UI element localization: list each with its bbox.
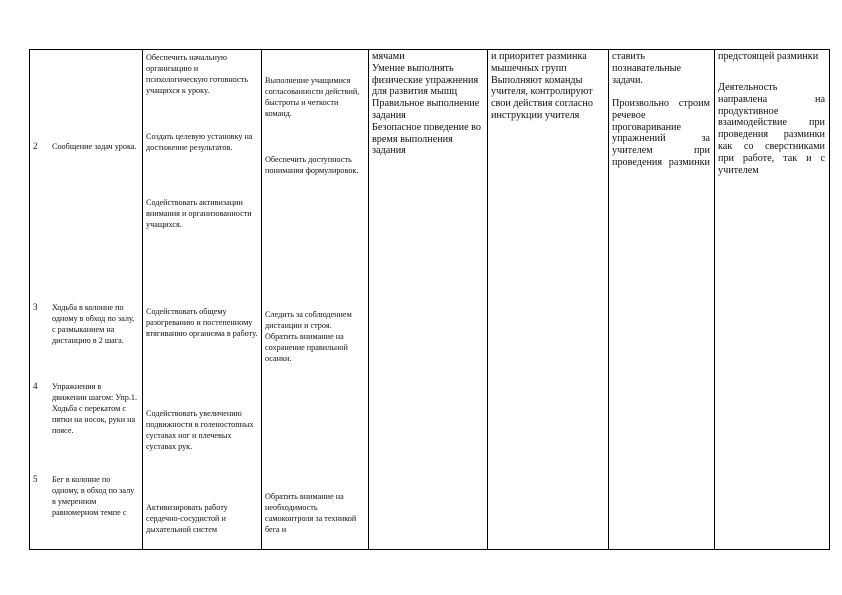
column-divider	[608, 49, 609, 550]
column-divider	[487, 49, 488, 550]
goal-text: Активизировать работу сердечно-сосудистой и дыхательной систем	[146, 503, 228, 535]
method-text: Обеспечить доступность понимания формулировок.	[265, 155, 359, 176]
method-text: Выполнение учащимися согласованности действий, быстроты и четкости команд.	[265, 76, 360, 119]
row-number: 5	[33, 474, 38, 484]
table-bottom-border	[29, 549, 829, 550]
table-left-border	[29, 49, 30, 550]
goal-text: Содействовать активизации внимания и организованности учащихся.	[146, 198, 252, 230]
communicative-text: предстоящей разминки	[718, 51, 819, 62]
row-title: Упражнения в движении шагом: Упр.1. Ходьба с перекатом с пятки на носок, руки на поясе.	[52, 382, 138, 436]
row-title: Ходьба в колонне по одному в обход по залу, с размыканием на дистанцию в 2 шага.	[52, 303, 135, 346]
row-number: 2	[33, 141, 38, 151]
column-divider	[368, 49, 369, 550]
table-top-border	[29, 49, 829, 50]
cognitive-text: ставить познавательные задачи.	[612, 51, 681, 86]
row-title: Бег в колонне по одному, в обход по залу в умеренном равномерном темпе с	[52, 475, 135, 518]
method-text: Следить за соблюдением дистанции и строя. Обратить внимание на сохранение правильной осанки.	[265, 310, 352, 364]
column-divider	[261, 49, 262, 550]
row-number: 3	[33, 302, 38, 312]
communicative-text: Деятельность направлена на продуктивное взаимодействие при проведения разминки как со сверстниками при работе, так и с учителем	[718, 82, 825, 176]
method-text: Обратить внимание на необходимость самоконтроля за техникой бега и	[265, 492, 357, 535]
goal-text: Содействовать общему разогреванию и постепенному втягиванию организма в работу.	[146, 307, 258, 339]
row-number: 4	[33, 381, 38, 391]
column-divider	[714, 49, 715, 550]
subject-results-text: мячами Умение выполнять физические упражнения для развития мышц Правильное выполнение задания Безопасное поведение во время выполнения задания	[372, 51, 481, 157]
column-divider	[142, 49, 143, 550]
regulatory-text: и приоритет разминка мышечных групп Выполняют команды учителя, контролируют свои действия согласно инструкции учителя	[491, 51, 593, 121]
row-title: Сообщение задач урока.	[52, 142, 137, 151]
goal-text: Обеспечить начальную организацию и психологическую готовность учащихся к уроку.	[146, 53, 248, 96]
goal-text: Создать целевую установку на достижение результатов.	[146, 132, 253, 153]
table-right-border	[829, 49, 830, 550]
goal-text: Содействовать увеличению подвижности в голеностопных суставах ног и плечевых суставах рук.	[146, 409, 254, 452]
cognitive-text: Произвольно строим речевое проговаривание упражнений за учителем при проведения разминки	[612, 98, 710, 168]
